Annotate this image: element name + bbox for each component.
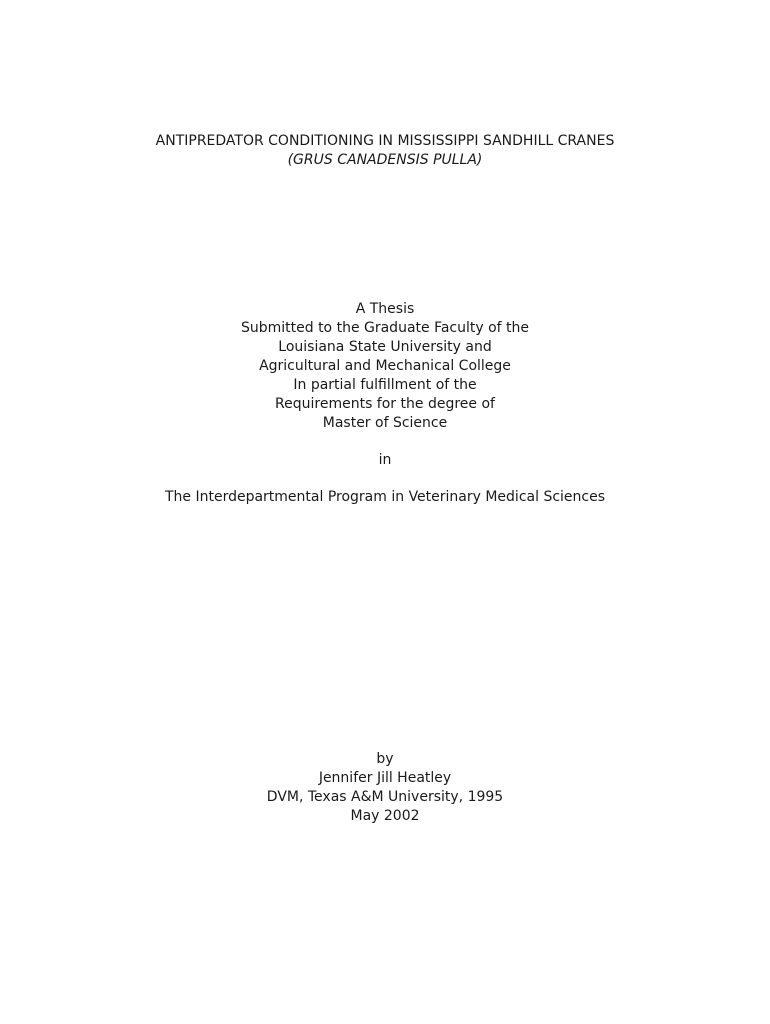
submission-line: Louisiana State University and	[278, 339, 492, 355]
author-block	[0, 750, 770, 826]
submission-statement	[0, 300, 770, 433]
submission-date: May 2002	[350, 808, 420, 824]
author-credentials: DVM, Texas A&M University, 1995	[266, 789, 504, 805]
by-text: by	[376, 751, 394, 767]
degree-name: Master of Science	[322, 415, 448, 431]
submission-line: Requirements for the degree of	[275, 396, 495, 412]
submission-line: Agricultural and Mechanical College	[259, 358, 511, 374]
thesis-title	[0, 132, 770, 170]
title-main: ANTIPREDATOR CONDITIONING IN MISSISSIPPI SANDHILL CRANES	[155, 133, 615, 149]
submission-line: In partial fulfillment of the	[293, 377, 477, 393]
author-name: Jennifer Jill Heatley	[318, 770, 452, 786]
title-species: (GRUS CANADENSIS PULLA)	[287, 152, 483, 168]
in-connector	[0, 451, 770, 470]
submission-line: Submitted to the Graduate Faculty of the	[240, 320, 530, 336]
program	[0, 488, 770, 507]
submission-line: A Thesis	[355, 301, 415, 317]
program-name: The Interdepartmental Program in Veterinary Medical Sciences	[164, 489, 606, 505]
in-text: in	[378, 452, 392, 468]
